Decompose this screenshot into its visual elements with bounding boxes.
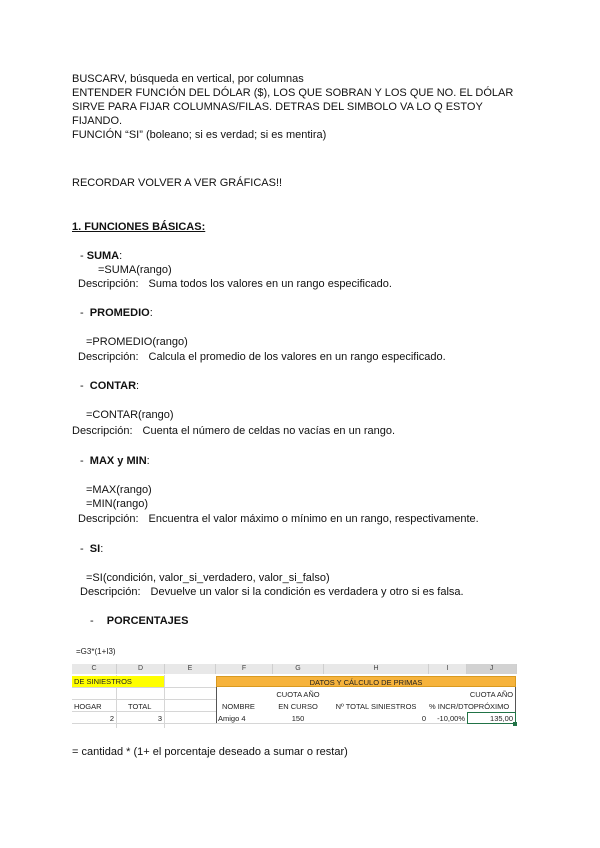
nombre-value[interactable]: Amigo 4 [218,714,246,723]
total-label[interactable]: TOTAL [128,702,152,711]
max-formula: =MAX(rango) [86,484,152,496]
note-buscarv: BUSCARV, búsqueda en vertical, por columnas [72,73,304,85]
colon: : [146,455,150,467]
bullet: - [80,380,84,392]
function-name: PORCENTAJES [106,615,189,627]
note-funcion-si: FUNCIÓN “SI” (boleano; si es verdad; si es mentira) [72,129,327,141]
note-graficas: RECORDAR VOLVER A VER GRÁFICAS!! [72,177,283,189]
description-text: Calcula el promedio de los valores en un rango especificado. [148,351,446,363]
column-header-i[interactable]: I [429,664,467,674]
contar-heading [80,379,139,393]
column-header-f[interactable]: F [216,664,273,674]
proximo-value-selected[interactable]: 135,00 [467,712,516,724]
column-header-d[interactable]: D [117,664,165,674]
colon: : [136,380,140,392]
note-dolar-3: FIJANDO. [72,115,123,127]
maxmin-description [78,512,479,526]
description-label: Descripción: [78,513,139,525]
min-formula: =MIN(rango) [86,498,149,510]
cuota-value[interactable]: 150 [291,714,305,723]
description-text: Suma todos los valores en un rango especificado. [148,278,392,290]
function-name: SUMA [86,250,120,262]
function-name: CONTAR [89,380,137,392]
section-title: 1. FUNCIONES BÁSICAS: [72,221,206,233]
contar-description [72,424,395,438]
datos-header[interactable]: DATOS Y CÁLCULO DE PRIMAS [216,676,516,687]
incr-dto-label[interactable]: % INCR/DTO. [429,702,476,711]
incr-value[interactable]: -10,00% [437,714,465,723]
cuota-ano-label-2[interactable]: CUOTA AÑO [469,690,514,699]
note-dolar-2: SIRVE PARA FIJAR COLUMNAS/FILAS. DETRAS DEL SIMBOLO VA LO Q ESTOY [72,101,483,113]
porcentajes-heading [90,614,188,628]
colon: : [100,543,104,555]
description-text: Encuentra el valor máximo o mínimo en un rango, respectivamente. [148,513,479,525]
description-text: Devuelve un valor si la condición es verdadera y otro si es falsa. [150,586,464,598]
proximo-label[interactable]: PRÓXIMO [473,702,510,711]
column-header-e[interactable]: E [165,664,216,674]
bullet: - [80,455,84,467]
function-name: PROMEDIO [89,307,150,319]
promedio-formula: =PROMEDIO(rango) [86,336,188,348]
total-value[interactable]: 3 [157,714,162,723]
siniestros-header[interactable]: DE SINIESTROS [72,676,164,687]
column-header-h[interactable]: H [324,664,429,674]
spreadsheet-snippet [72,646,516,728]
column-header-g[interactable]: G [273,664,324,674]
n-total-siniestros-label[interactable]: Nº TOTAL SINIESTROS [335,702,417,711]
function-name: MAX y MIN [89,455,147,467]
suma-formula: =SUMA(rango) [98,264,172,276]
bullet: - [80,543,84,555]
colon: : [149,307,153,319]
formula-bar[interactable]: =G3*(1+I3) [76,647,116,656]
contar-formula: =CONTAR(rango) [86,409,174,421]
nombre-label[interactable]: NOMBRE [222,702,255,711]
promedio-heading [80,306,153,320]
suma-description [78,277,392,291]
promedio-description [78,350,446,364]
hogar-value[interactable]: 2 [109,714,114,723]
si-heading [80,542,103,556]
bullet: - [80,307,84,319]
en-curso-label[interactable]: EN CURSO [278,702,318,711]
description-label: Descripción: [78,351,139,363]
colon: : [119,250,123,262]
hogar-label[interactable]: HOGAR [74,702,102,711]
fill-handle[interactable] [513,722,517,726]
percentage-formula-note: = cantidad * (1+ el porcentaje deseado a sumar o restar) [72,746,348,758]
siniestros-value[interactable]: 0 [421,714,426,723]
description-label: Descripción: [78,278,139,290]
si-description [80,585,464,599]
description-label: Descripción: [80,586,141,598]
description-label: Descripción: [72,425,133,437]
column-header-j[interactable]: J [467,664,517,674]
function-name: SI [89,543,101,555]
cuota-ano-label[interactable]: CUOTA AÑO [276,690,320,699]
column-header-c[interactable]: C [72,664,117,674]
note-dolar-1: ENTENDER FUNCIÓN DEL DÓLAR ($), LOS QUE SOBRAN Y LOS QUE NO. EL DÓLAR [72,87,514,99]
si-formula: =SI(condición, valor_si_verdadero, valor_si_falso) [86,572,330,584]
bullet: - [80,250,84,262]
bullet: - [90,615,94,627]
description-text: Cuenta el número de celdas no vacías en un rango. [142,425,396,437]
maxmin-heading [80,454,150,468]
suma-heading [80,249,122,263]
